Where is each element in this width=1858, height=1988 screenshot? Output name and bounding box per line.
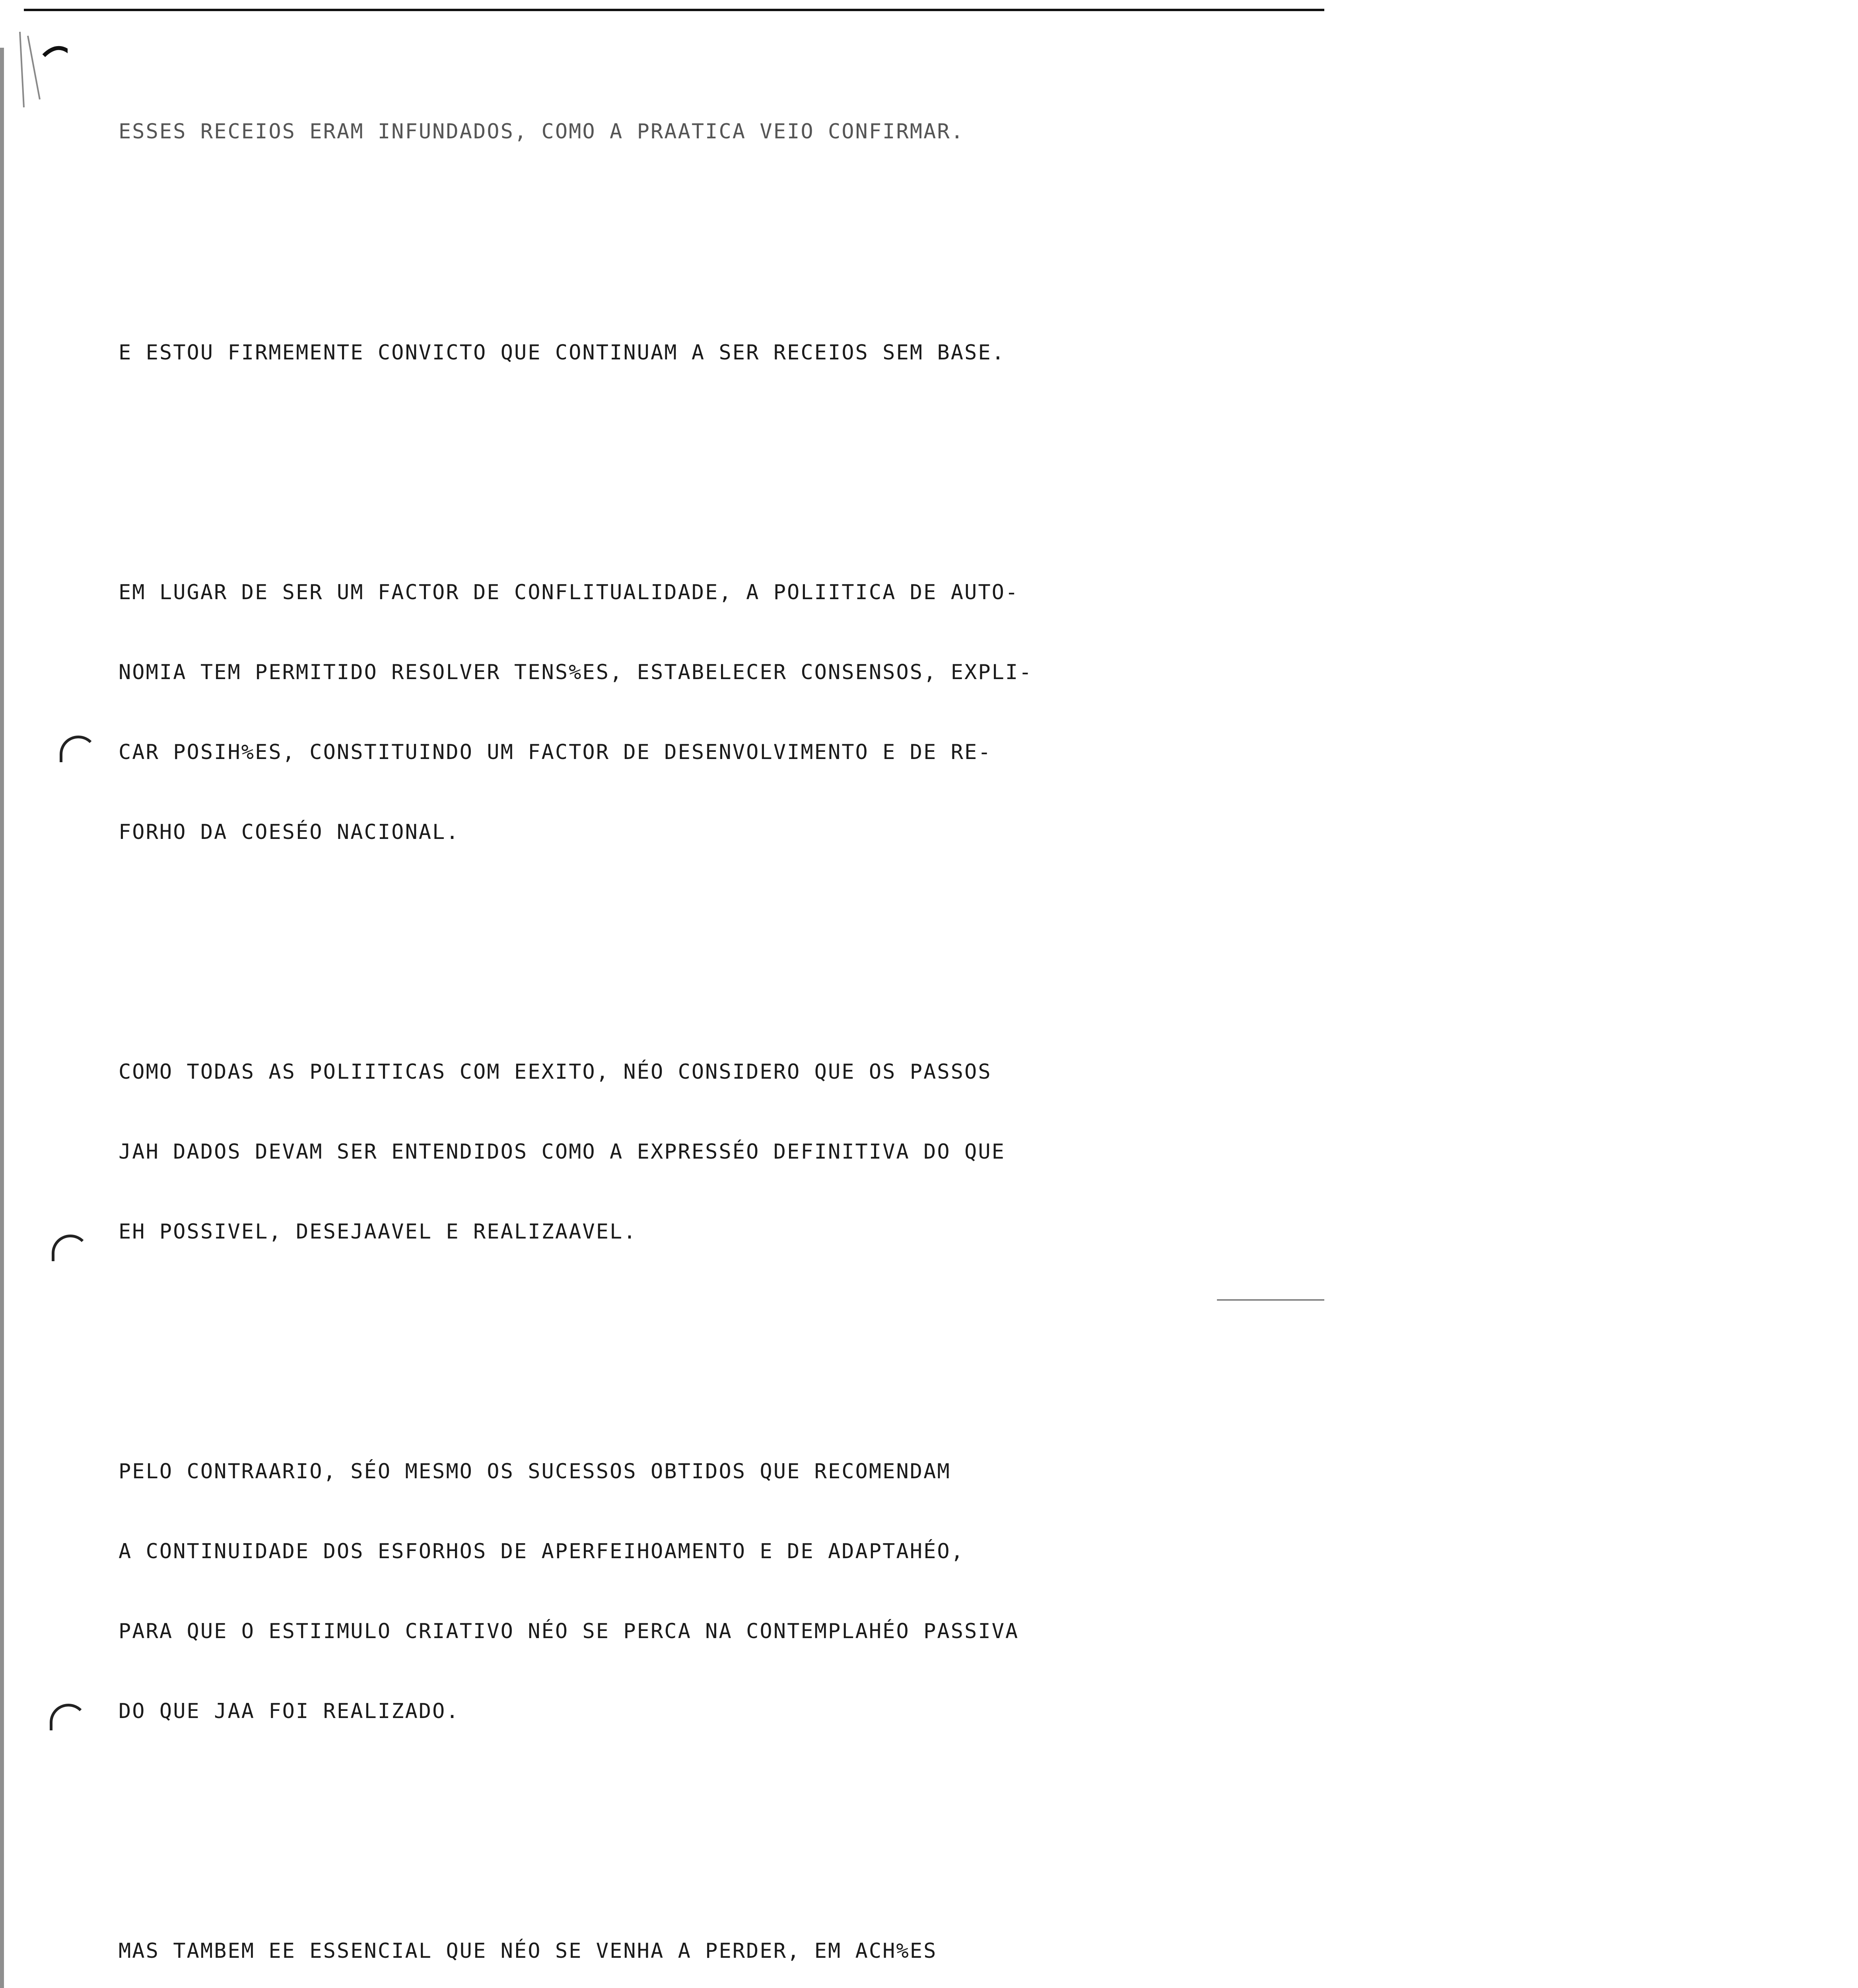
top-border-line bbox=[24, 9, 1324, 11]
body-line: MAS TAMBEM EE ESSENCIAL QUE NÉO SE VENHA A PERDER, EM ACH%ES bbox=[119, 1939, 937, 1963]
body-line: PARA QUE O ESTIIMULO CRIATIVO NÉO SE PERCA NA CONTEMPLAHÉO PASSIVA bbox=[119, 1619, 1019, 1643]
margin-tick-icon bbox=[52, 1235, 89, 1261]
header-line: ESSES RECEIOS ERAM INFUNDADOS, COMO A PRAATICA VEIO CONFIRMAR. bbox=[119, 120, 965, 144]
margin-tick-icon bbox=[60, 736, 97, 762]
paragraph bbox=[119, 286, 1272, 419]
body-line: FORHO DA COESÉO NACIONAL. bbox=[119, 820, 460, 844]
paragraph bbox=[119, 1006, 1272, 1299]
telex-body bbox=[119, 12, 1272, 1988]
body-line: COMO TODAS AS POLIITICAS COM EEXITO, NÉO CONSIDERO QUE OS PASSOS bbox=[119, 1060, 992, 1084]
body-line: A CONTINUIDADE DOS ESFORHOS DE APERFEIHOAMENTO E DE ADAPTAHÉO, bbox=[119, 1540, 965, 1563]
body-line: E ESTOU FIRMEMENTE CONVICTO QUE CONTINUAM A SER RECEIOS SEM BASE. bbox=[119, 341, 1005, 365]
paragraph bbox=[119, 1885, 1272, 1988]
corner-staple-mark-icon bbox=[16, 28, 68, 115]
left-page-edge bbox=[0, 48, 4, 1988]
body-line: EM LUGAR DE SER UM FACTOR DE CONFLITUALIDADE, A POLIITICA DE AUTO- bbox=[119, 580, 1019, 604]
body-line: PELO CONTRAARIO, SÉO MESMO OS SUCESSOS OBTIDOS QUE RECOMENDAM bbox=[119, 1460, 951, 1483]
body-line: EH POSSIVEL, DESEJAAVEL E REALIZAAVEL. bbox=[119, 1220, 637, 1244]
body-line: DO QUE JAA FOI REALIZADO. bbox=[119, 1699, 460, 1723]
body-line: NOMIA TEM PERMITIDO RESOLVER TENS%ES, ESTABELECER CONSENSOS, EXPLI- bbox=[119, 660, 1033, 684]
paragraph bbox=[119, 1405, 1272, 1778]
body-line: CAR POSIH%ES, CONSTITUINDO UM FACTOR DE DESENVOLVIMENTO E DE RE- bbox=[119, 740, 992, 764]
margin-tick-icon bbox=[50, 1704, 87, 1730]
paragraph bbox=[119, 526, 1272, 899]
body-line: JAH DADOS DEVAM SER ENTENDIDOS COMO A EXPRESSÉO DEFINITIVA DO QUE bbox=[119, 1140, 1005, 1164]
